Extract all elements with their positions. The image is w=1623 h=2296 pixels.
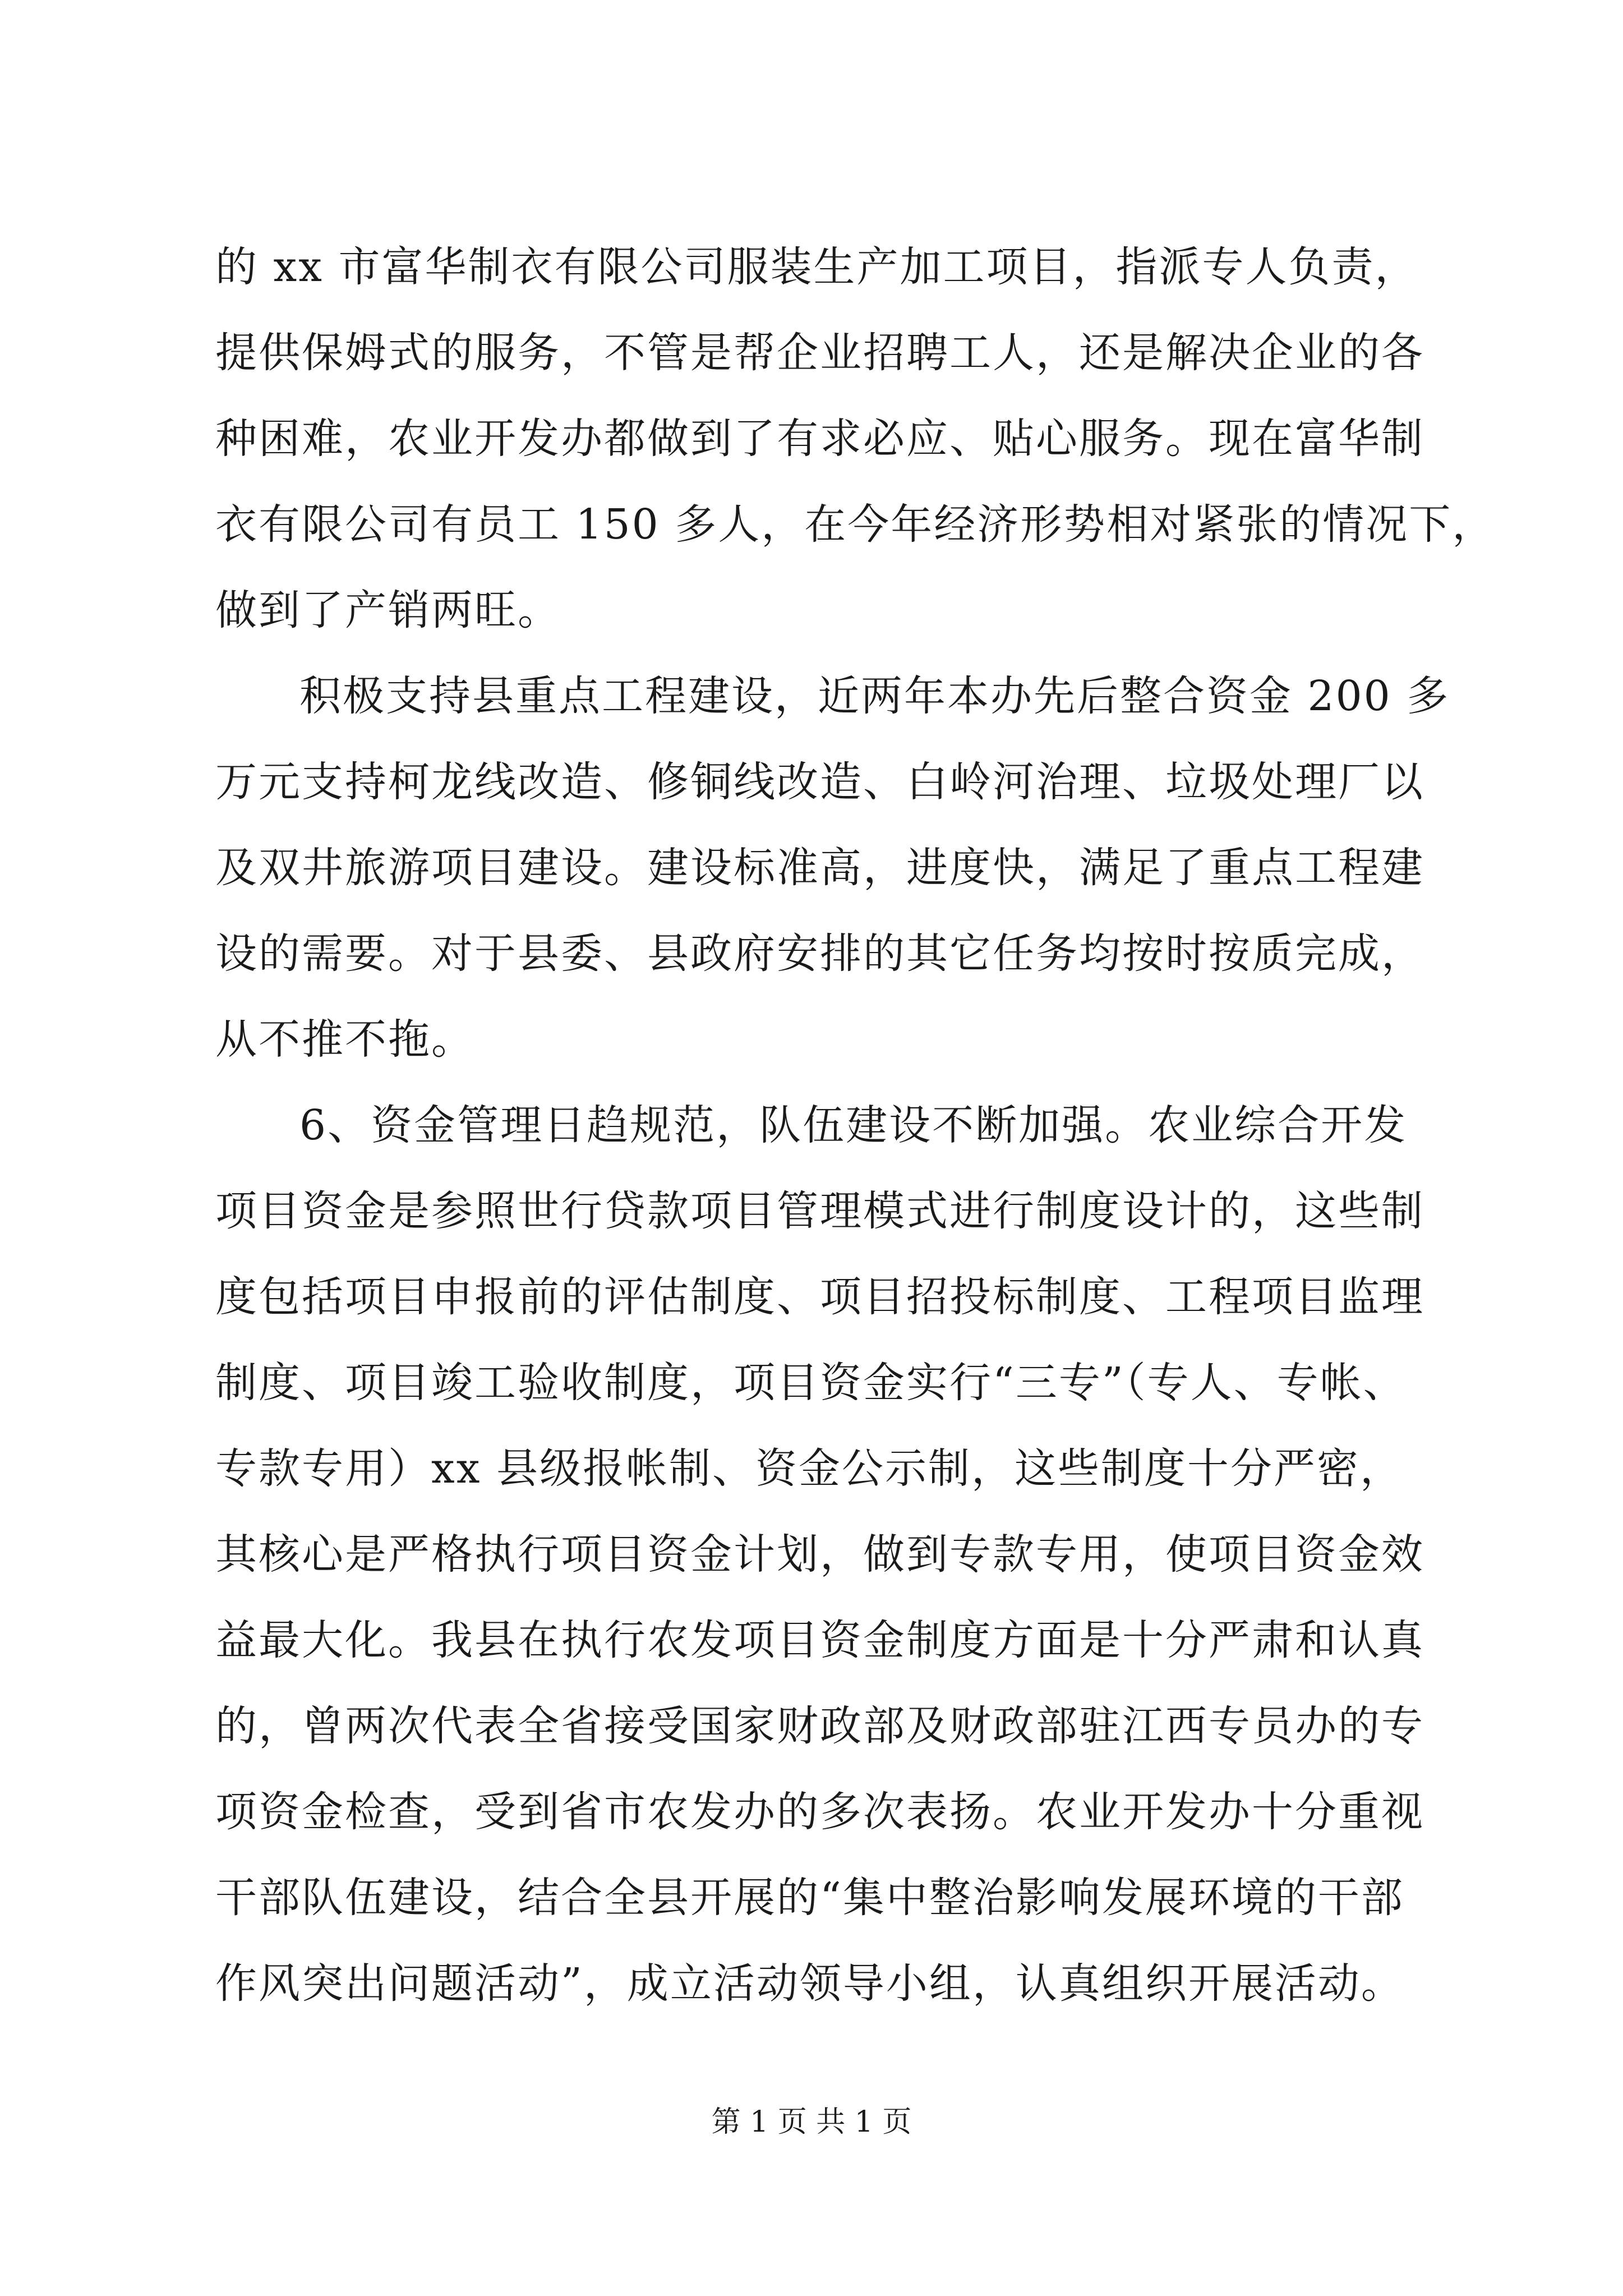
text-line: 专款专用）xx 县级报帐制、资金公示制，这些制度十分严密， <box>215 1444 1403 1493</box>
text-line: 及双井旅游项目建设。建设标准高，进度快，满足了重点工程建 <box>215 844 1424 892</box>
text-line: 项资金检查，受到省市农发办的多次表扬。农业开发办十分重视 <box>215 1788 1424 1836</box>
text-line: 提供保姆式的服务，不管是帮企业招聘工人，还是解决企业的各 <box>215 329 1424 377</box>
text-line: 万元支持柯龙线改造、修铜线改造、白岭河治理、垃圾处理厂以 <box>215 758 1424 806</box>
page-footer: 第 1 页 共 1 页 <box>711 2105 912 2139</box>
text-line: 的 xx 市富华制衣有限公司服装生产加工项目，指派专人负责， <box>215 243 1418 291</box>
paragraph-3 <box>215 1083 1424 2027</box>
text-line: 益最大化。我县在执行农发项目资金制度方面是十分严肃和认真 <box>215 1616 1424 1664</box>
text-line: 设的需要。对于县委、县政府安排的其它任务均按时按质完成， <box>215 930 1424 978</box>
text-line: 其核心是严格执行项目资金计划，做到专款专用，使项目资金效 <box>215 1530 1424 1579</box>
text-line: 做到了产销两旺。 <box>215 586 561 634</box>
document-body <box>215 224 1496 2027</box>
text-line: 衣有限公司有员工 150 多人，在今年经济形势相对紧张的情况下， <box>215 500 1496 549</box>
text-line: 种困难，农业开发办都做到了有求必应、贴心服务。现在富华制 <box>215 415 1424 463</box>
text-line: 度包括项目申报前的评估制度、项目招投标制度、工程项目监理 <box>215 1273 1424 1321</box>
text-line: 制度、项目竣工验收制度，项目资金实行“三专”（专人、专帐、 <box>215 1359 1407 1407</box>
text-line: 积极支持县重点工程建设，近两年本办先后整合资金 200 多 <box>299 672 1450 720</box>
text-line: 干部队伍建设，结合全县开展的“集中整治影响发展环境的干部 <box>215 1874 1404 1922</box>
paragraph-2 <box>215 654 1450 1083</box>
text-line: 6、资金管理日趋规范，队伍建设不断加强。农业综合开发 <box>299 1101 1408 1149</box>
text-line: 项目资金是参照世行贷款项目管理模式进行制度设计的，这些制 <box>215 1187 1424 1235</box>
text-line: 作风突出问题活动”，成立活动领导小组，认真组织开展活动。 <box>215 1959 1404 2008</box>
text-line: 的，曾两次代表全省接受国家财政部及财政部驻江西专员办的专 <box>215 1702 1424 1750</box>
paragraph-1 <box>215 224 1496 654</box>
text-line: 从不推不拖。 <box>215 1015 474 1064</box>
